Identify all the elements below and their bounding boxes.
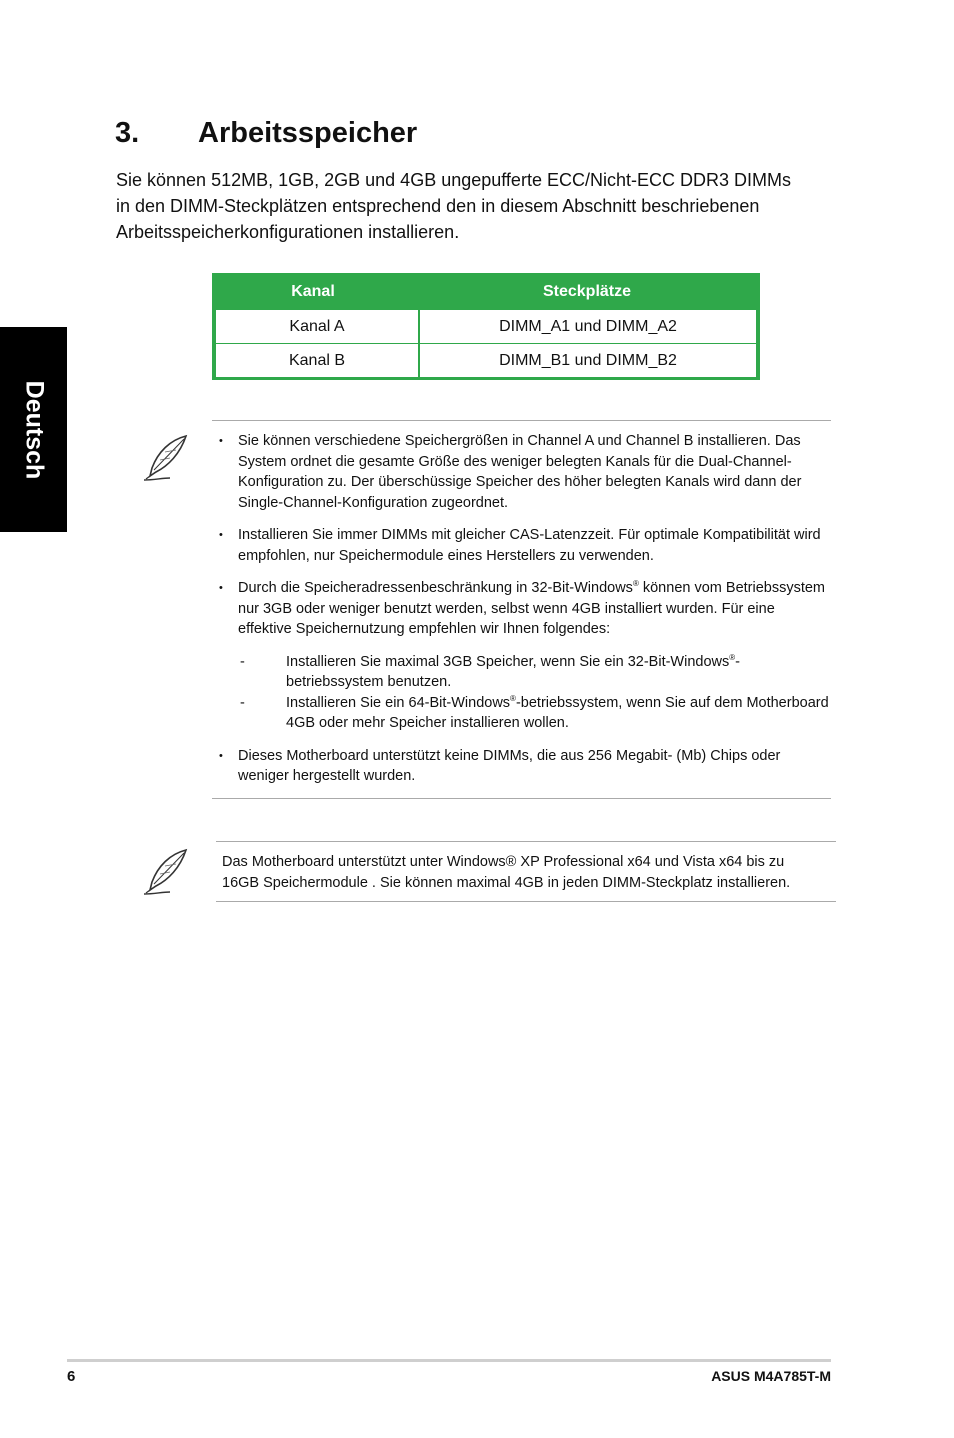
feather-pen-icon [140,846,192,898]
sub-text: -betriebssystem benutzen. [286,653,741,690]
note-text: können vom Betriebssystem nur 3GB oder weniger benutzt werden, selbst wenn 4GB installiert wurden. Für eine effektive Speichernutzung empfehlen wir Ihnen folgendes: [238,580,826,637]
language-side-tab [0,327,67,532]
section-number: 3. [115,117,140,149]
note-item: • Dieses Motherboard unterstützt keine DIMMs, die aus 256 Megabit- (Mb) Chips oder weniger hergestellt wurden. [238,746,830,787]
note-bottom-rule [212,798,831,799]
section-heading: Arbeitsspeicher [198,117,418,149]
registered-mark: ® [632,579,639,589]
sub-text: Installieren Sie ein 64-Bit-Windows [286,694,511,711]
feather-pen-icon [140,432,192,484]
note2-bottom-rule [216,901,836,902]
table-row [216,310,756,343]
dash-marker: - [240,694,245,711]
product-name: ASUS M4A785T-M [711,1368,831,1384]
table-body [216,310,756,377]
table-cell: Kanal B [288,351,346,369]
table-cell: Kanal A [289,317,345,335]
side-tab-label: Deutsch [20,380,48,479]
note-item [238,578,830,640]
note2-text: Das Motherboard unterstützt unter Windows® XP Professional x64 und Vista x64 bis zu 16GB Speichermodule . Sie können maximal 4GB in jeden DIMM-Steckplatz installieren. [222,854,791,891]
sub-text: Installieren Sie maximal 3GB Speicher, wenn Sie ein 32-Bit-Windows [286,653,730,670]
notes-list [238,431,830,799]
sub-item [238,652,830,693]
footer-rule [67,1359,831,1362]
note2-top-rule [216,841,836,842]
note-text: Durch die Speicheradressenbeschränkung in 32-Bit-Windows [238,580,633,596]
table-cell: DIMM_B1 und DIMM_B2 [418,344,756,377]
header-steckplaetze: Steckplätze [542,282,632,300]
page-number: 6 [67,1368,76,1385]
table-header [212,273,760,310]
table-cell: DIMM_A1 und DIMM_A2 [418,310,756,343]
note-sublist [238,652,830,734]
note-top-rule [212,420,831,421]
note-item: • Installieren Sie immer DIMMs mit gleicher CAS-Latenzzeit. Für optimale Kompatibilität wird empfohlen, nur Speichermodule eines Herstellers zu verwenden. [238,525,830,566]
channel-table [212,273,760,380]
intro-paragraph: Sie können 512MB, 1GB, 2GB und 4GB ungepufferte ECC/Nicht-ECC DDR3 DIMMs in den DIMM-Steckplätzen entsprechend den in diesem Abschnitt beschriebenen Arbeitsspeicherkonfigurationen installieren. [116,170,791,242]
sub-text: -betriebssystem, wenn Sie auf dem Motherboard 4GB oder mehr Speicher installieren wollen. [286,694,829,731]
note-item: • Sie können verschiedene Speichergrößen in Channel A und Channel B installieren. Das System ordnet die gesamte Größe des weniger belegten Kanals für die Dual-Channel-Konfiguration zu. Der überschüssige Speicher des höher belegten Kanals wird dann der Single-Channel-Konfiguration zugeordnet. [238,431,830,513]
registered-mark: ® [510,693,516,703]
table-row [216,343,756,377]
header-kanal: Kanal [291,282,335,300]
section-title [115,117,417,150]
dash-marker: - [240,653,245,670]
sub-item [238,693,830,734]
registered-mark: ® [729,652,736,662]
